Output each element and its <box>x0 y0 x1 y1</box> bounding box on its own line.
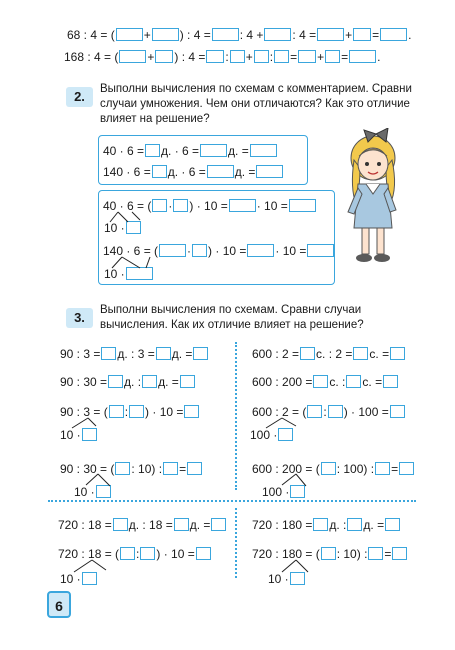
answer-box[interactable] <box>368 547 383 560</box>
task-2-box2-row2-b: 10 · <box>104 265 154 281</box>
answer-box[interactable] <box>349 50 376 63</box>
answer-box[interactable] <box>120 547 135 560</box>
answer-box[interactable] <box>247 244 274 257</box>
answer-box[interactable] <box>321 547 336 560</box>
answer-box[interactable] <box>129 405 144 418</box>
answer-box[interactable] <box>256 165 283 178</box>
answer-box[interactable] <box>289 199 316 212</box>
answer-box[interactable] <box>264 28 291 41</box>
answer-box[interactable] <box>82 428 97 441</box>
task-2-box1-row2: 140 · 6 = д. · 6 = д. = <box>103 163 284 179</box>
answer-box[interactable] <box>207 165 234 178</box>
task-3-number: 3. <box>66 308 93 328</box>
answer-box[interactable] <box>187 462 202 475</box>
column-divider-bottom <box>235 508 237 578</box>
task-3-right-row3: 600 : 2 = ( : ) · 100 = <box>252 403 406 419</box>
answer-box[interactable] <box>163 462 178 475</box>
answer-box[interactable] <box>212 28 239 41</box>
task-3-bottom-right-row2-b: 10 · <box>268 570 306 586</box>
column-divider <box>235 342 237 490</box>
answer-box[interactable] <box>278 428 293 441</box>
task-3-right-row3-b: 100 · <box>250 426 294 442</box>
answer-box[interactable] <box>145 144 160 157</box>
task-3-bottom-left-row2: 720 : 18 = ( : ) · 10 = <box>58 545 212 561</box>
task-3-right-row1: 600 : 2 = с. : 2 = с. = <box>252 345 406 361</box>
task-3-left-row3-b: 10 · <box>60 426 98 442</box>
answer-box[interactable] <box>321 462 336 475</box>
task-3-right-row2: 600 : 200 = с. : с. = <box>252 373 399 389</box>
answer-box[interactable] <box>184 405 199 418</box>
answer-box[interactable] <box>152 199 167 212</box>
answer-box[interactable] <box>300 347 315 360</box>
answer-box[interactable] <box>192 244 207 257</box>
answer-box[interactable] <box>380 28 407 41</box>
answer-box[interactable] <box>317 28 344 41</box>
answer-box[interactable] <box>290 572 305 585</box>
task-3-text: Выполни вычисления по схемам. Сравни случаи вычисления. Как их отличие влияет на решение? <box>100 304 364 331</box>
row-divider <box>48 500 416 502</box>
answer-box[interactable] <box>126 221 141 234</box>
task-3-left-row3: 90 : 3 = ( : ) · 10 = <box>60 403 200 419</box>
answer-box[interactable] <box>115 462 130 475</box>
task-3-right-row4-b: 100 · <box>262 483 306 499</box>
answer-box[interactable] <box>347 518 362 531</box>
answer-box[interactable] <box>126 267 153 280</box>
answer-box[interactable] <box>290 485 305 498</box>
answer-box[interactable] <box>155 50 173 63</box>
task-3-left-row4-b: 10 · <box>74 483 112 499</box>
intro-row-2: 168 : 4 = ( + ) : 4 = : + : = + = . <box>64 49 381 64</box>
answer-box[interactable] <box>206 50 224 63</box>
answer-box[interactable] <box>159 244 186 257</box>
answer-box[interactable] <box>152 28 179 41</box>
answer-box[interactable] <box>325 50 340 63</box>
task-3-bottom-left-row1: 720 : 18 = д. : 18 = д. = <box>58 516 227 532</box>
answer-box[interactable] <box>375 462 390 475</box>
answer-box[interactable] <box>101 347 116 360</box>
task-2-box2-row2: 140 · 6 = ( · ) · 10 = · 10 = <box>103 242 335 258</box>
task-3-left-row2: 90 : 30 = д. : д. = <box>60 373 196 389</box>
answer-box[interactable] <box>383 375 398 388</box>
answer-box[interactable] <box>328 405 343 418</box>
answer-box[interactable] <box>113 518 128 531</box>
answer-box[interactable] <box>254 50 269 63</box>
task-3-left-row4: 90 : 30 = ( : 10) : = <box>60 460 203 476</box>
task-3-left-row1: 90 : 3 = д. : 3 = д. = <box>60 345 209 361</box>
answer-box[interactable] <box>250 144 277 157</box>
answer-box[interactable] <box>152 165 167 178</box>
answer-box[interactable] <box>116 28 143 41</box>
task-2-box2-row1: 40 · 6 = ( · ) · 10 = · 10 = <box>103 197 317 213</box>
page-number: 6 <box>47 591 71 618</box>
answer-box[interactable] <box>96 485 111 498</box>
task-3-bottom-right-row2: 720 : 180 = ( : 10) : = <box>252 545 408 561</box>
answer-box[interactable] <box>174 518 189 531</box>
answer-box[interactable] <box>399 462 414 475</box>
task-2-box1-row1: 40 · 6 = д. · 6 = д. = <box>103 142 278 158</box>
answer-box[interactable] <box>390 405 405 418</box>
answer-box[interactable] <box>140 547 155 560</box>
answer-box[interactable] <box>156 347 171 360</box>
answer-box[interactable] <box>385 518 400 531</box>
answer-box[interactable] <box>193 347 208 360</box>
task-2-text: Выполни вычисления по схемам с комментарием. Сравни случаи умножения. Чем они отличаются? Как это отличие влияет на решение? <box>100 83 412 125</box>
answer-box[interactable] <box>211 518 226 531</box>
task-3-bottom-left-row2-b: 10 · <box>60 570 98 586</box>
answer-box[interactable] <box>353 28 371 41</box>
answer-box[interactable] <box>313 518 328 531</box>
answer-box[interactable] <box>229 199 256 212</box>
answer-box[interactable] <box>82 572 97 585</box>
task-2-number: 2. <box>66 87 93 107</box>
answer-box[interactable] <box>142 375 157 388</box>
answer-box[interactable] <box>274 50 289 63</box>
answer-box[interactable] <box>307 244 334 257</box>
answer-box[interactable] <box>119 50 146 63</box>
answer-box[interactable] <box>392 547 407 560</box>
intro-row-1: 68 : 4 = ( + ) : 4 = : 4 + : 4 = + = . <box>67 27 412 42</box>
answer-box[interactable] <box>200 144 227 157</box>
answer-box[interactable] <box>298 50 316 63</box>
answer-box[interactable] <box>313 375 328 388</box>
answer-box[interactable] <box>346 375 361 388</box>
girl-illustration <box>340 128 406 268</box>
answer-box[interactable] <box>353 347 368 360</box>
answer-box[interactable] <box>230 50 245 63</box>
task-3-bottom-right-row1: 720 : 180 = д. : д. = <box>252 516 401 532</box>
task-2-box2-row1-b: 10 · <box>104 219 142 235</box>
task-3-right-row4: 600 : 200 = ( : 100) : = <box>252 460 415 476</box>
answer-box[interactable] <box>109 405 124 418</box>
answer-box[interactable] <box>173 199 188 212</box>
answer-box[interactable] <box>390 347 405 360</box>
legs <box>362 228 369 254</box>
answer-box[interactable] <box>307 405 322 418</box>
answer-box[interactable] <box>196 547 211 560</box>
answer-box[interactable] <box>180 375 195 388</box>
answer-box[interactable] <box>108 375 123 388</box>
